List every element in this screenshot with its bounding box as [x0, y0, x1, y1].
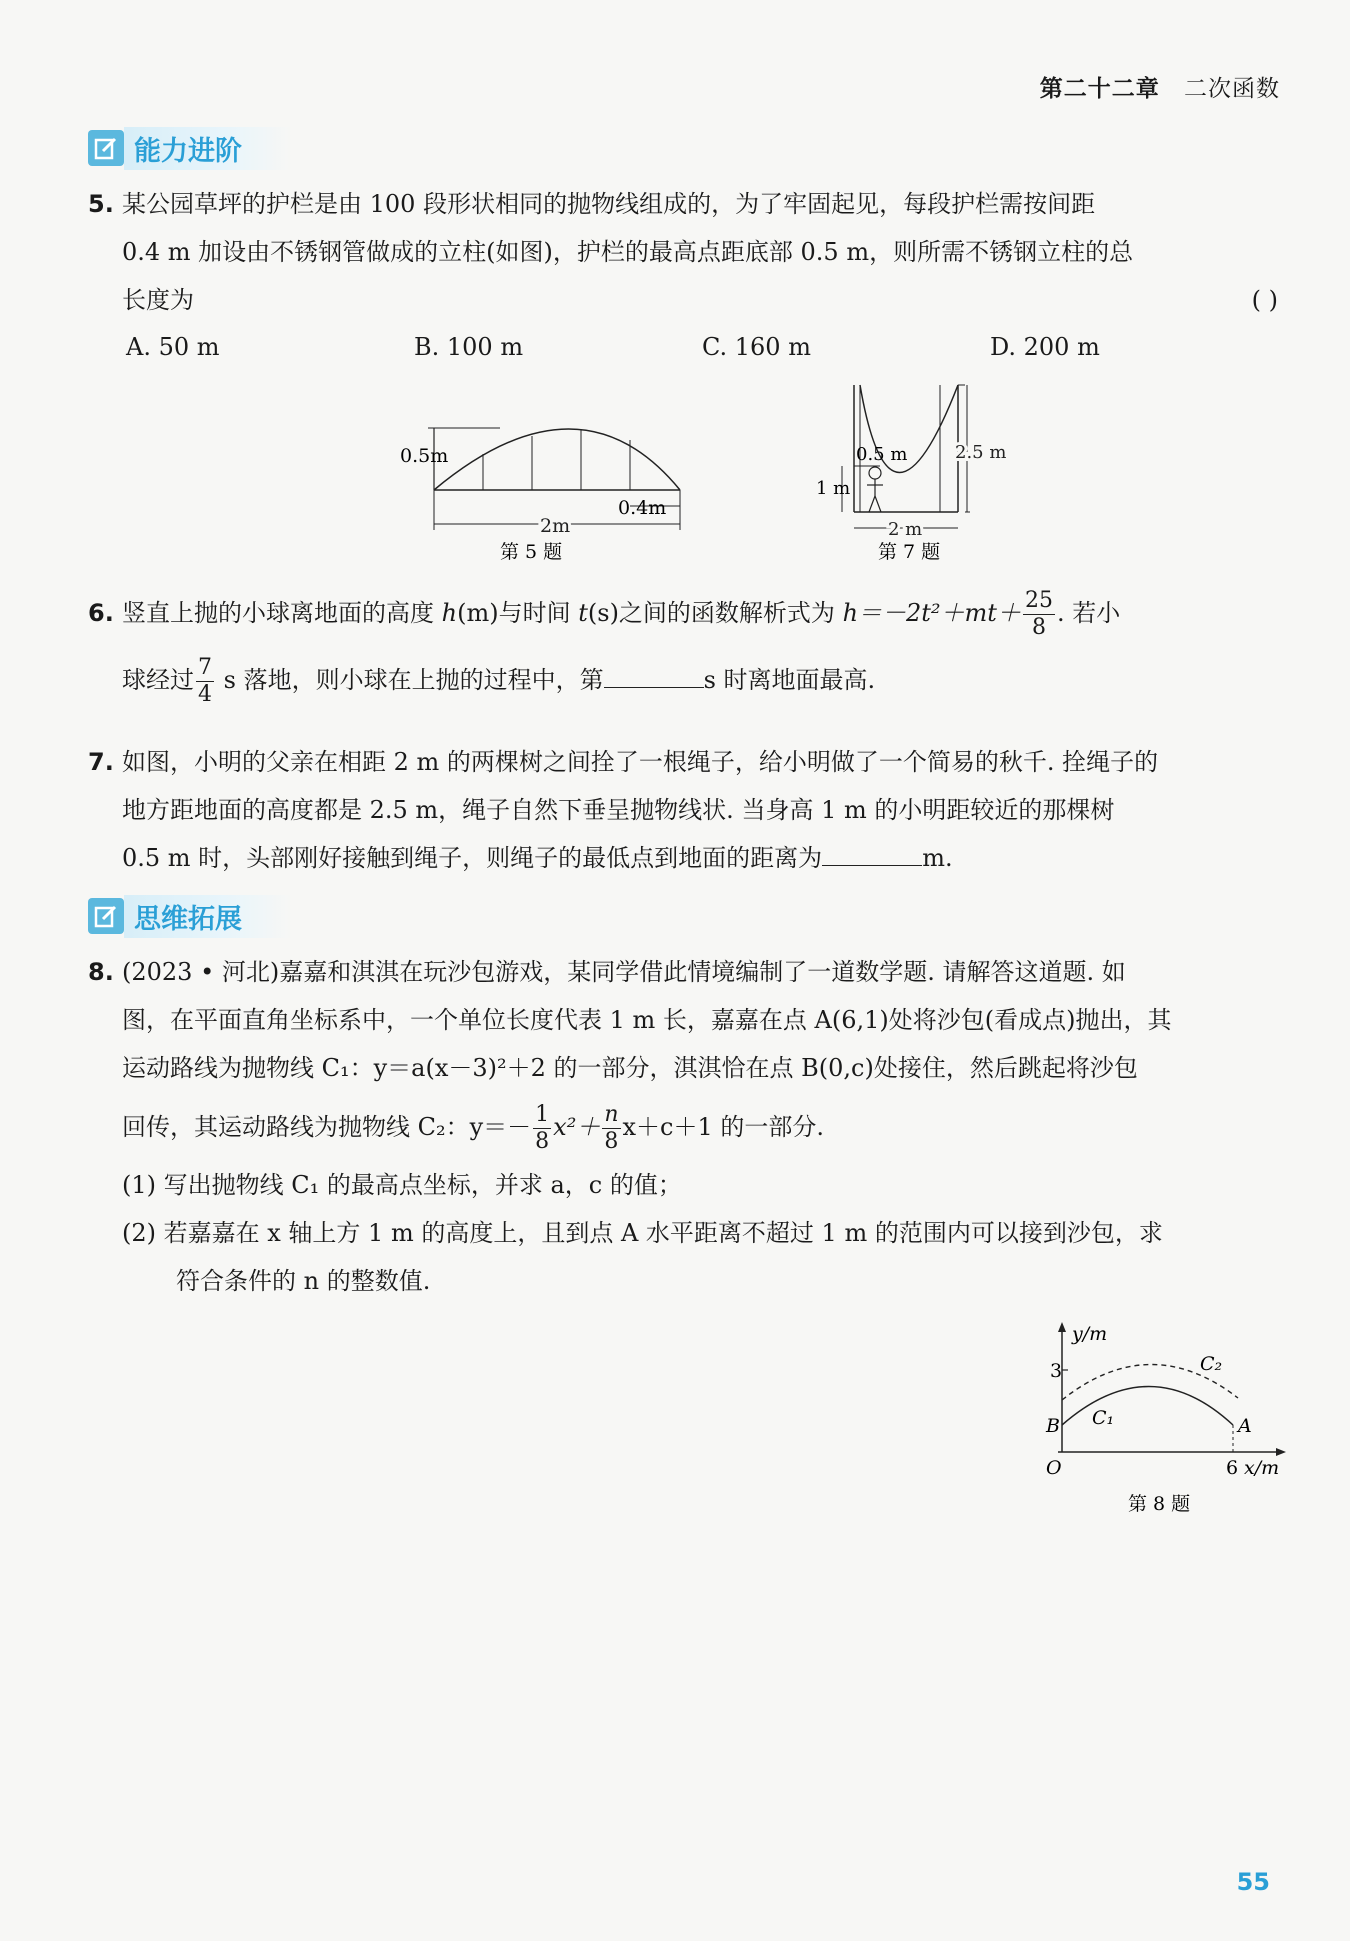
- fig8-y-label: y/m: [1072, 1323, 1108, 1345]
- fig5-parabola: [434, 429, 680, 490]
- fig7-label-2m: 2 m: [888, 519, 923, 540]
- q6-fraction-1: [1023, 588, 1055, 641]
- q5-number: 5.: [88, 190, 114, 218]
- fig8-label-c1: C₁: [1092, 1407, 1115, 1429]
- q8-number: 8.: [88, 958, 114, 986]
- q8-line2: 图，在平面直角坐标系中，一个单位长度代表 1 m 长，嘉嘉在点 A(6,1)处将沙包(看成点)抛出，其: [122, 1006, 1172, 1034]
- q8-frac2-num: n: [604, 1102, 619, 1127]
- person-icon: [867, 467, 883, 512]
- question-8: [88, 948, 1278, 1305]
- q5-line2: 0.4 m 加设由不锈钢管做成的立柱(如图)，护栏的最高点距底部 0.5 m，则所需不锈钢立柱的总: [122, 238, 1134, 266]
- q5-line3: 长度为: [122, 286, 194, 314]
- choice-b[interactable]: B. 100 m: [414, 333, 524, 361]
- q8-fraction-1: [533, 1102, 551, 1155]
- q7-line3: 0.5 m 时，头部刚好接触到绳子，则绳子的最低点到地面的距离为: [122, 844, 823, 872]
- fig8-point-b: B: [1046, 1415, 1060, 1437]
- fig5-label-width: 2m: [540, 515, 571, 537]
- fig8-point-a: A: [1238, 1415, 1252, 1437]
- section-ability-title: 能力进阶: [124, 127, 292, 170]
- fig7-label-1m: 1 m: [816, 478, 851, 499]
- q6-frac1-num: 25: [1024, 588, 1053, 613]
- fig8-label-c2: C₂: [1200, 1353, 1223, 1375]
- question-5: [88, 180, 1278, 324]
- q5-line1: 某公园草坪的护栏是由 100 段形状相同的抛物线组成的，为了牢固起见，每段护栏需按间距: [122, 190, 1096, 218]
- chapter-number: 第二十二章: [1039, 76, 1160, 102]
- q8-line3: 运动路线为抛物线 C₁：y＝a(x－3)²＋2 的一部分，淇淇恰在点 B(0,c)处接住，然后跳起将沙包: [122, 1054, 1138, 1082]
- fig8-tick-3: 3: [1050, 1360, 1063, 1382]
- fig8-x-label: x/m: [1244, 1457, 1280, 1479]
- fig5-label-height: 0.5m: [400, 445, 449, 467]
- q6-text-d: . 若小: [1056, 599, 1121, 627]
- q6-fraction-2: [196, 655, 214, 708]
- q8-line1: (2023 • 河北)嘉嘉和淇淇在玩沙包游戏，某同学借此情境编制了一道数学题. 请解答这道题. 如: [122, 958, 1126, 986]
- q6-text-g: s 时离地面最高.: [703, 666, 876, 694]
- pencil-icon: [88, 130, 124, 166]
- question-6: [88, 588, 1278, 708]
- fig5-caption: 第 5 题: [500, 541, 563, 563]
- fig7-label-25: 2.5 m: [955, 442, 1007, 463]
- q6-text-b: (m)与时间: [457, 599, 579, 627]
- question-7: [88, 738, 1278, 882]
- q6-frac2-den: 4: [198, 682, 212, 707]
- q8-fraction-2: [602, 1102, 620, 1155]
- q6-answer-blank[interactable]: [604, 657, 704, 688]
- q5-answer-bracket: ( ): [1251, 286, 1278, 314]
- q8-sub1: (1) 写出抛物线 C₁ 的最高点坐标，并求 a，c 的值；: [122, 1171, 682, 1199]
- page-number: 55: [1236, 1868, 1270, 1896]
- pencil-icon: [88, 898, 124, 934]
- chapter-title: 二次函数: [1184, 76, 1280, 102]
- q8-line4-b: x²＋: [553, 1113, 601, 1141]
- fig8-y-arrow-icon: [1058, 1322, 1066, 1332]
- q6-text-e: 球经过: [122, 666, 194, 694]
- q6-frac1-den: 8: [1031, 615, 1046, 640]
- q6-text-f: s 落地，则小球在上抛的过程中，第: [216, 666, 604, 694]
- q7-number: 7.: [88, 748, 114, 776]
- q6-text-c: (s)之间的函数解析式为: [587, 599, 843, 627]
- q6-var-h: h: [441, 599, 458, 627]
- figure-7: [800, 380, 1040, 570]
- chapter-header: [1040, 70, 1280, 103]
- q8-line4-a: 回传，其运动路线为抛物线 C₂：y＝－: [122, 1113, 532, 1141]
- fig8-caption: 第 8 题: [1128, 1493, 1191, 1515]
- fig8-curve-c1: [1062, 1387, 1233, 1426]
- q8-sub2-line2: 符合条件的 n 的整数值.: [176, 1267, 431, 1295]
- q8-sub2-line1: (2) 若嘉嘉在 x 轴上方 1 m 的高度上，且到点 A 水平距离不超过 1 m 的范围内可以接到沙包，求: [122, 1219, 1163, 1247]
- fig8-origin: O: [1046, 1457, 1062, 1479]
- q6-text-a: 竖直上抛的小球离地面的高度: [122, 599, 442, 627]
- fig5-label-gap: 0.4m: [618, 497, 667, 519]
- fig7-caption: 第 7 题: [878, 541, 941, 563]
- q6-number: 6.: [88, 599, 114, 627]
- choice-a[interactable]: A. 50 m: [126, 333, 220, 361]
- choice-c[interactable]: C. 160 m: [702, 333, 811, 361]
- fig8-x-arrow-icon: [1276, 1448, 1286, 1456]
- q8-frac1-den: 8: [535, 1129, 550, 1154]
- q8-line4-c: x＋c＋1 的一部分.: [622, 1113, 825, 1141]
- q7-unit: m.: [922, 844, 953, 872]
- q6-frac2-num: 7: [198, 655, 212, 680]
- q7-line1: 如图，小明的父亲在相距 2 m 的两棵树之间拴了一根绳子，给小明做了一个简易的秋千. 拴绳子的: [122, 748, 1159, 776]
- q7-line2: 地方距地面的高度都是 2.5 m，绳子自然下垂呈抛物线状. 当身高 1 m 的小明距较近的那棵树: [122, 796, 1115, 824]
- section-thinking: [88, 896, 292, 936]
- figure-5: [390, 410, 690, 570]
- q6-var-t: t: [578, 599, 588, 627]
- section-ability: [88, 128, 292, 168]
- fig8-tick-6: 6: [1226, 1457, 1239, 1479]
- section-thinking-title: 思维拓展: [124, 895, 292, 938]
- fig7-label-half: 0.5 m: [856, 444, 908, 465]
- q7-answer-blank[interactable]: [822, 835, 922, 866]
- q8-frac2-den: 8: [604, 1129, 619, 1154]
- figure-8: [1030, 1320, 1300, 1530]
- q6-formula: h＝－2t²＋mt＋: [842, 599, 1021, 627]
- choice-d[interactable]: D. 200 m: [990, 333, 1100, 361]
- q8-frac1-num: 1: [535, 1102, 550, 1127]
